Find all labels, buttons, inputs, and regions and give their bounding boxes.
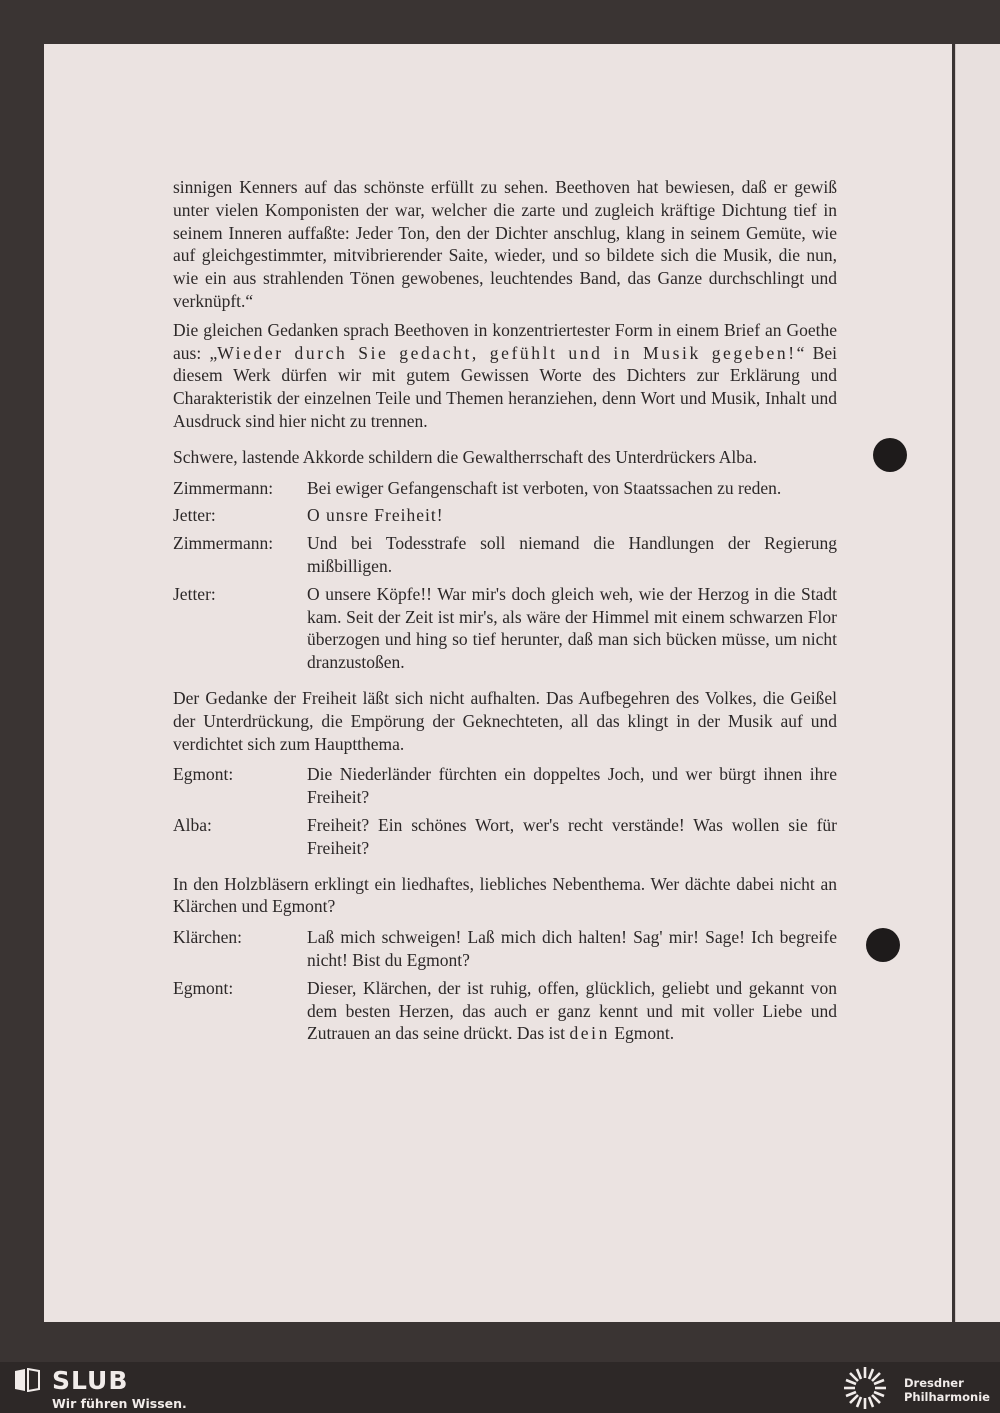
dialogue-line — [173, 477, 837, 500]
slub-logo-icon[interactable] — [14, 1368, 40, 1392]
goethe-quote: Wieder durch Sie gedacht, gefühlt und in Musik gegeben! — [217, 342, 797, 363]
dialogue-text-start: Dieser, Klärchen, der ist ruhig, offen, glücklich, geliebt und gekannt von dem besten Herzen, das auch er ganz kennt und mit voller Liebe und Zutrauen an das seine drückt. Das ist — [307, 977, 837, 1044]
speaker-name: Alba: — [173, 814, 212, 835]
slub-slogan: Wir führen Wissen. — [52, 1396, 187, 1411]
speaker-name: Egmont: — [173, 764, 234, 785]
paragraph-intro: sinnigen Kenners auf das schönste erfüllt zu sehen. Beethoven hat bewiesen, daß er gewiß unter vielen Komponisten der war, welcher die zarte und zugleich kräftige Dichtung tief in seinem Inneren auffaßte: Jeder Ton, den der Dichter anschlug, klang in seinem Gemüte, wie auf gleichgestimmter, mitvibrierender Saite, wieder, und so bildete sich die Musik, die nun, wie ein aus strahlenden Tönen gewobenes, leuchtendes Band, das Ganze durchschlingt und verknüpft.“ — [173, 177, 837, 311]
dialogue-text-end: Egmont. — [609, 1023, 675, 1044]
paragraph-freedom: Der Gedanke der Freiheit läßt sich nicht aufhalten. Das Aufbegehren des Volkes, die Geißel der Unterdrückung, die Empörung der Geknechteten, all das klingt in der Musik auf und verdichtet sich zum Hauptthema. — [173, 687, 837, 754]
paragraph-woodwinds: In den Holzbläsern erklingt ein liedhaftes, liebliches Nebenthema. Wer dächte dabei nicht an Klärchen und Egmont? — [173, 873, 837, 917]
paragraph-alba: Schwere, lastende Akkorde schildern die Gewaltherrschaft des Unterdrückers Alba. — [173, 446, 758, 467]
dialogue-text: Und bei Todesstrafe soll niemand die Handlungen der Regierung mißbilligen. — [307, 533, 837, 576]
punch-hole-bottom — [866, 928, 900, 962]
dialogue-text: O unsere Köpfe!! War mir's doch gleich weh, wie der Herzog in die Stadt kam. Seit der Zeit ist mir's, als wäre der Himmel mit einem schwarzen Flor überzogen und hing so tief herunter, daß man sich bücken müsse, um nicht dranzustoßen. — [307, 583, 837, 673]
speaker-name: Jetter: — [173, 583, 216, 604]
dialogue-line — [173, 926, 837, 972]
dialogue-text: O unsre Freiheit! — [307, 505, 444, 526]
dialogue-line — [173, 504, 837, 527]
speaker-name: Egmont: — [173, 977, 234, 998]
dialogue-text — [307, 977, 837, 1045]
dialogue-text: Die Niederländer fürchten ein doppeltes Joch, und wer bürgt ihnen ihre Freiheit? — [307, 764, 837, 808]
paragraph-goethe-end: “ Bei diesem Werk dürfen wir mit gutem Gewissen Worte des Dichters zur Erklärung und Charakteristik der einzelnen Teile und Themen heranziehen, denn Wort und Musik, Inhalt und Ausdruck sind hier nicht zu trennen. — [173, 342, 837, 431]
dialogue-text: Laß mich schweigen! Laß mich dich halten! Sag' mir! Sage! Ich begreife nicht! Bist du Egmont? — [307, 927, 837, 970]
speaker-name: Klärchen: — [173, 927, 242, 948]
adjacent-page-edge — [955, 44, 1000, 1322]
speaker-name: Jetter: — [173, 505, 216, 526]
partner-name-line1: Dresdner — [904, 1376, 964, 1390]
speaker-name: Zimmermann: — [173, 477, 274, 498]
paragraph-goethe-start: Die gleichen Gedanken sprach Beethoven in konzentriertester Form in einem Brief an Goethe aus: „ — [173, 319, 837, 363]
dresdner-philharmonie-logo-icon[interactable] — [841, 1365, 889, 1411]
dialogue-text: Freiheit? Ein schönes Wort, wer's recht verstände! Was wollen sie für Freiheit? — [307, 814, 837, 858]
dialogue-line — [173, 583, 837, 674]
paragraph-goethe-letter — [173, 319, 837, 433]
slub-name[interactable]: SLUB — [52, 1366, 129, 1395]
dialogue-line — [173, 814, 837, 860]
dialogue-text: Bei ewiger Gefangenschaft ist verboten, von Staatssachen zu reden. — [307, 477, 782, 498]
viewer-footer — [0, 1362, 1000, 1413]
dialogue-line — [173, 532, 837, 578]
partner-name-line2: Philharmonie — [904, 1390, 990, 1404]
dialogue-text-emphasis: dein — [569, 1023, 610, 1044]
dialogue-line — [173, 977, 837, 1045]
punch-hole-top — [873, 438, 907, 472]
speaker-name: Zimmermann: — [173, 533, 274, 554]
document-text — [173, 176, 837, 1045]
dialogue-line — [173, 763, 837, 809]
